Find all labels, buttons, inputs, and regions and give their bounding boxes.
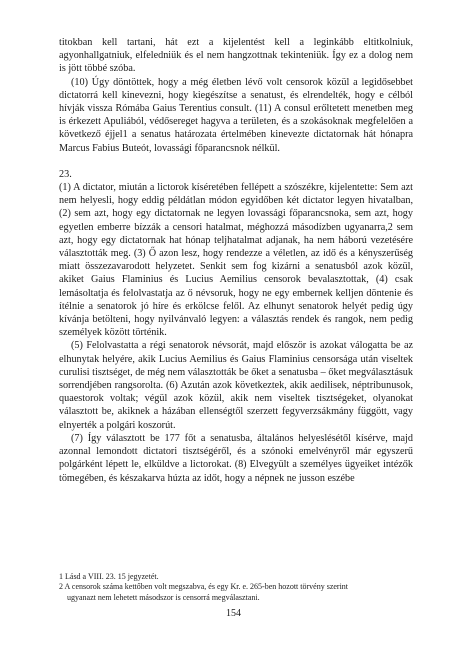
paragraph-10: (10) Úgy döntöttek, hogy a még életben lévő volt censorok közül a legidősebbet dictatorrá kell kinevezni, hogy kiegészítse a senatust, és elrendelték, hogy e célból hívják vissza Rómába Gaius Terentius consult. (11) A consul erőltetett menetben meg is érkezett Apuliából, védősereget hagyva a területen, és a szokásoknak megfelelően a következő éjjel1 a senatus határozata értelmében kinevezte dictatornak hát hónapra Marcus Fabius Buteót, lovassági főparancsnok nélkül. — [59, 76, 413, 154]
footnote-2: 2 A censorok száma kettőben volt megszabva, és egy Kr. e. 265-ben hozott törvény szerint — [59, 582, 349, 592]
footnotes — [59, 572, 413, 603]
footnote-2-continuation: ugyanazt nem lehetett másodszor is censorrá megválasztani. — [67, 592, 260, 602]
section-number: 23. — [59, 168, 72, 180]
paragraph-23-7: (7) Így választott be 177 főt a senatusba, általános helyeslésétől kísérve, majd azonnal lemondott dictatori tisztségéről, és a szónoki emelvényről már egyszerű polgárként lépett le, elküldve a lictorokat. (8) Elvegyült a személyes ügyeiket intézők tömegében, és készakarva húzta az időt, hogy a népnek ne jusson eszébe — [59, 432, 413, 484]
footnote-1: 1 Lásd a VIII. 23. 15 jegyzetét. — [59, 572, 159, 581]
page-number: 154 — [226, 608, 241, 619]
main-text — [59, 36, 413, 485]
paragraph-23-1: (1) A dictator, miután a lictorok kíséretében fellépett a szószékre, kijelentette: Sem azt nem helyesli, hogy eddig példátlan módon egyidőben két dictator legyen hivatalban, (2) sem azt, hogy egy dictatornak ne legyen lovassági főparancsnoka, sem azt, hogy egyetlen emberre bízzák a censori hatalmat, méghozzá másodízben ugyanarra,2 sem azt, hogy egy dictatornak hat hónap teljhatalmat adjanak, ha nem háború vezetésére választották meg. (3) Ő azon lesz, hogy rendezze a véletlen, az idő és a kényszerűség miatt összezavarodott helyzetet. Senkit sem fog kizárni a senatusból azok közül, akiket Gaius Flaminius és Lucius Aemilius censorok bevalasztottak, (4) csak lemásoltatja és felolvastatja az ő névsoruk, hogy ne egy embernek kelljen döntenie és ítélnie a senatorok jó híre és erkölcse felől. Az elhunyt senatorok helyét pedig úgy kívánja betölteni, hogy nyilvánvaló legyen: a választás rendek és rangok, nem pedig személyek között történik. — [59, 182, 413, 339]
paragraph-23-5: (5) Felolvastatta a régi senatorok névsorát, majd először is azokat válogatta be az elhunytak helyére, akik Lucius Aemilius és Gaius Flaminius censorsága után viseltek curulisi tisztséget, de még nem választották be őket a senatusba – őket megválasztásuk sorrendjében rangsorolta. (6) Azután azok következtek, akik aedilisek, néptribunusok, quaestorok voltak; végül azok közül, akik nem viseltek tisztségeket, olyanokat választott be, akiknek a házában ellenségtől szerzett fegyverzsákmány függött, vagy elnyerték a polgári koszorút. — [59, 340, 413, 431]
paragraph-continuation: titokban kell tartani, hát ezt a kijelentést kell a leginkább eltitkolniuk, agyonhallgatniuk, elfeledniük és el nem hangzottnak tekinteniük. Így ez a dolog nem is jött többé szóba. — [59, 37, 413, 75]
